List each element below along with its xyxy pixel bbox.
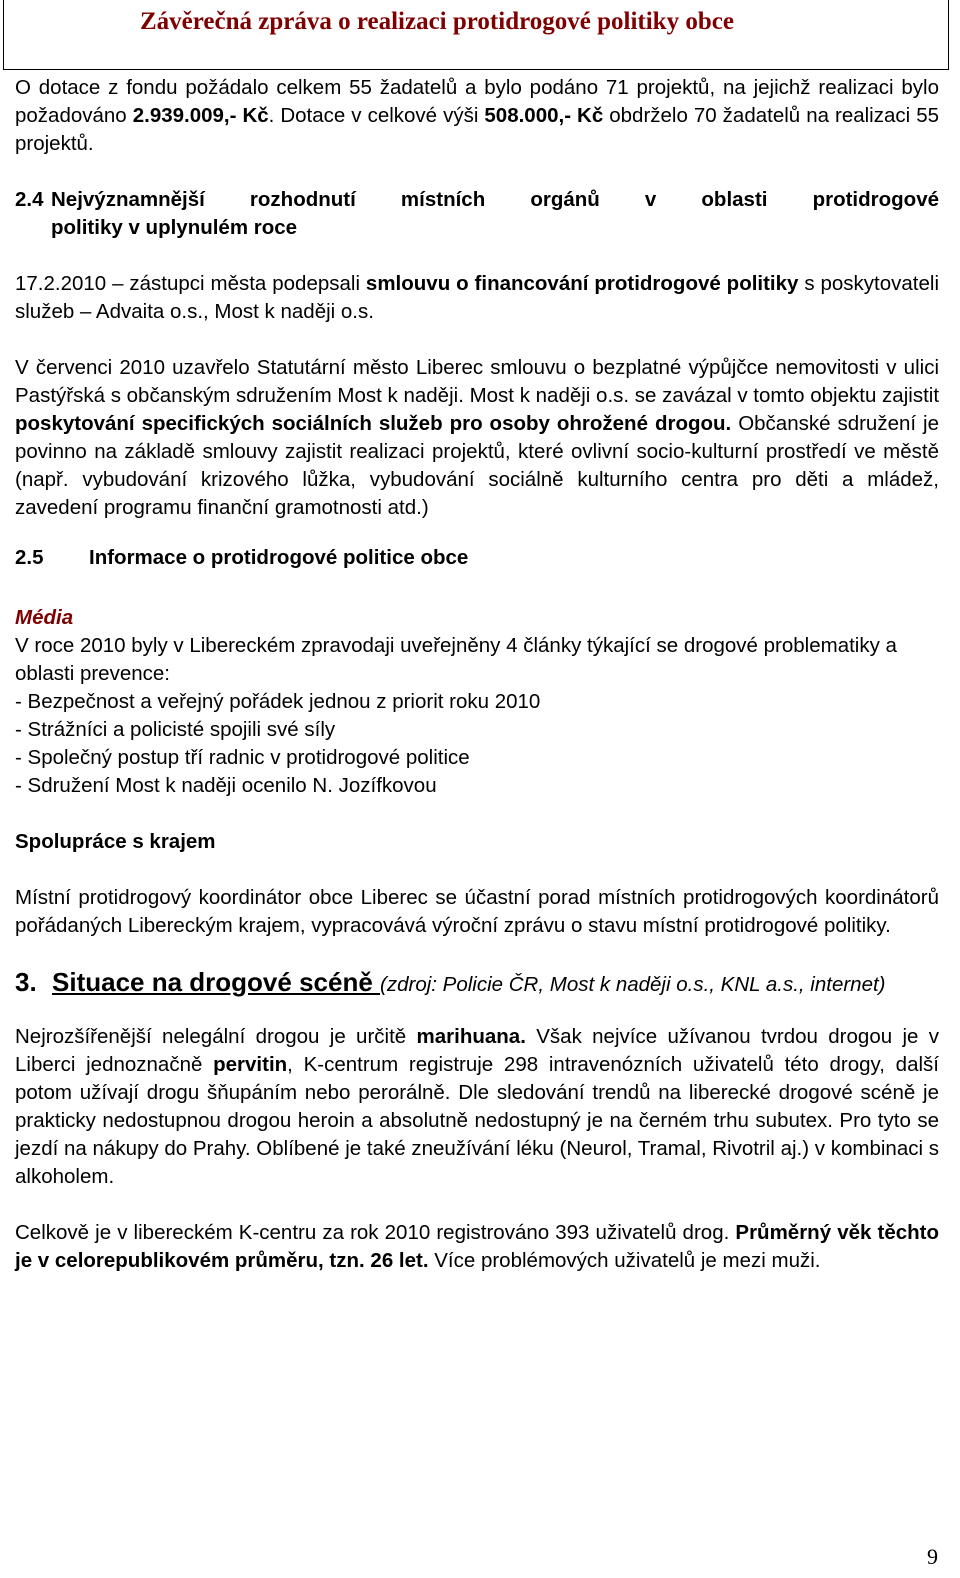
list-item: - Strážníci a policisté spojili své síly <box>15 718 336 741</box>
section-2-5-heading <box>15 544 939 572</box>
paragraph-bold: Průměrný věk těchto je v celorepublikovém průměru, tzn. 26 let. <box>15 1221 939 1272</box>
section-title: Situace na drogové scéně <box>52 967 381 997</box>
media-intro: V roce 2010 byly v Libereckém zpravodaji uveřejněny 4 články týkající se drogové problematiky a oblasti prevence: <box>15 634 897 685</box>
paragraph-text: Občanské sdružení je povinno na základě smlouvy zajistit realizaci projektů, které ovlivní socio-kulturní prostředí ve městě (např. vybudování krizového lůžka, vybudování sociálně kulturního centra pro děti a mládež, zavedení programu finanční gramotnosti atd.) <box>15 412 939 519</box>
paragraph-text: Celkově je v libereckém K-centru za rok 2010 registrováno 393 uživatelů drog. <box>15 1221 736 1244</box>
section-number: 3. <box>15 967 37 997</box>
intro-text: obdrželo 70 žadatelů na realizaci 55 projektů. <box>15 104 939 155</box>
section-title: Informace o protidrogové politice obce <box>89 546 469 569</box>
drugs-paragraph <box>15 1023 939 1191</box>
paragraph-bold: poskytování specifických sociálních služeb pro osoby ohrožené drogou. <box>15 412 732 435</box>
list-item: - Společný postup tří radnic v protidrogové politice <box>15 746 470 769</box>
document-title: Závěrečná zpráva o realizaci protidrogové politiky obce <box>140 8 734 35</box>
intro-text: . Dotace v celkové výši <box>268 104 485 127</box>
paragraph-text: s poskytovateli služeb – Advaita o.s., Most k naději o.s. <box>15 272 939 323</box>
region-heading: Spolupráce s krajem <box>15 830 216 853</box>
paragraph-text: V červenci 2010 uzavřelo Statutární město Liberec smlouvu o bezplatné výpůjčce nemovitosti v ulici Pastýřská s občanským sdružením Most k naději. Most k naději o.s. se zavázal v tomto objektu zajistit <box>15 356 940 407</box>
document-body <box>15 74 939 1275</box>
list-item: - Bezpečnost a veřejný pořádek jednou z priorit roku 2010 <box>15 690 541 713</box>
kcentre-paragraph <box>15 1219 939 1275</box>
media-heading: Média <box>15 606 74 629</box>
section-number: 2.5 <box>15 546 44 569</box>
section-number: 2.4 <box>15 188 44 211</box>
paragraph-bold: pervitin <box>213 1053 288 1076</box>
paragraph-text: Nejrozšířenější nelegální drogou je určitě <box>15 1025 417 1048</box>
section-2-4-heading <box>15 186 939 242</box>
paragraph-text: , K-centrum registruje 298 intravenózních uživatelů této drogy, další potom užívají drogu šňupáním nebo perorálně. Dle sledování trendů na liberecké drogové scéně je prakticky nedostupnou drogou heroin a absolutně nedostupný je na černém trhu subutex. Pro tyto se jezdí na nákupy do Prahy. Oblíbené je také zneužívání léku (Neurol, Tramal, Rivotril aj.) v kombinaci s alkoholem. <box>15 1053 939 1188</box>
granted-amount: 508.000,- Kč <box>484 104 604 127</box>
section-source: (zdroj: Policie ČR, Most k naději o.s., KNL a.s., internet) <box>380 973 886 996</box>
page-header <box>3 0 949 70</box>
page-number: 9 <box>927 1544 938 1569</box>
july-paragraph <box>15 354 939 522</box>
paragraph-text: Více problémových uživatelů je mezi muži. <box>428 1249 821 1272</box>
paragraph-bold: smlouvu o financování protidrogové politiky <box>365 272 799 295</box>
paragraph-bold: marihuana. <box>416 1025 526 1048</box>
intro-text: O dotace z fondu požádalo celkem 55 žadatelů a bylo podáno 71 projektů, na jejichž realizaci bylo požadováno <box>15 76 939 127</box>
intro-paragraph <box>15 74 939 158</box>
region-paragraph: Místní protidrogový koordinátor obce Liberec se účastní porad místních protidrogových koordinátorů pořádaných Libereckým krajem, vypracovává výroční zprávu o stavu místní protidrogové politiky. <box>15 886 939 937</box>
section-3-heading <box>15 968 939 999</box>
section-title-line: politiky v uplynulém roce <box>51 216 298 239</box>
section-title-line: Nejvýznamnější rozhodnutí místních orgánů v oblasti protidrogové <box>51 188 939 211</box>
paragraph-text: 17.2.2010 – zástupci města podepsali <box>15 272 366 295</box>
media-article-list <box>15 688 939 800</box>
paragraph-text: Však nejvíce užívanou tvrdou drogou je v Liberci jednoznačně <box>15 1025 939 1076</box>
contract-paragraph <box>15 270 939 326</box>
requested-amount: 2.939.009,- Kč <box>132 104 269 127</box>
list-item: - Sdružení Most k naději ocenilo N. Jozífkovou <box>15 774 437 797</box>
